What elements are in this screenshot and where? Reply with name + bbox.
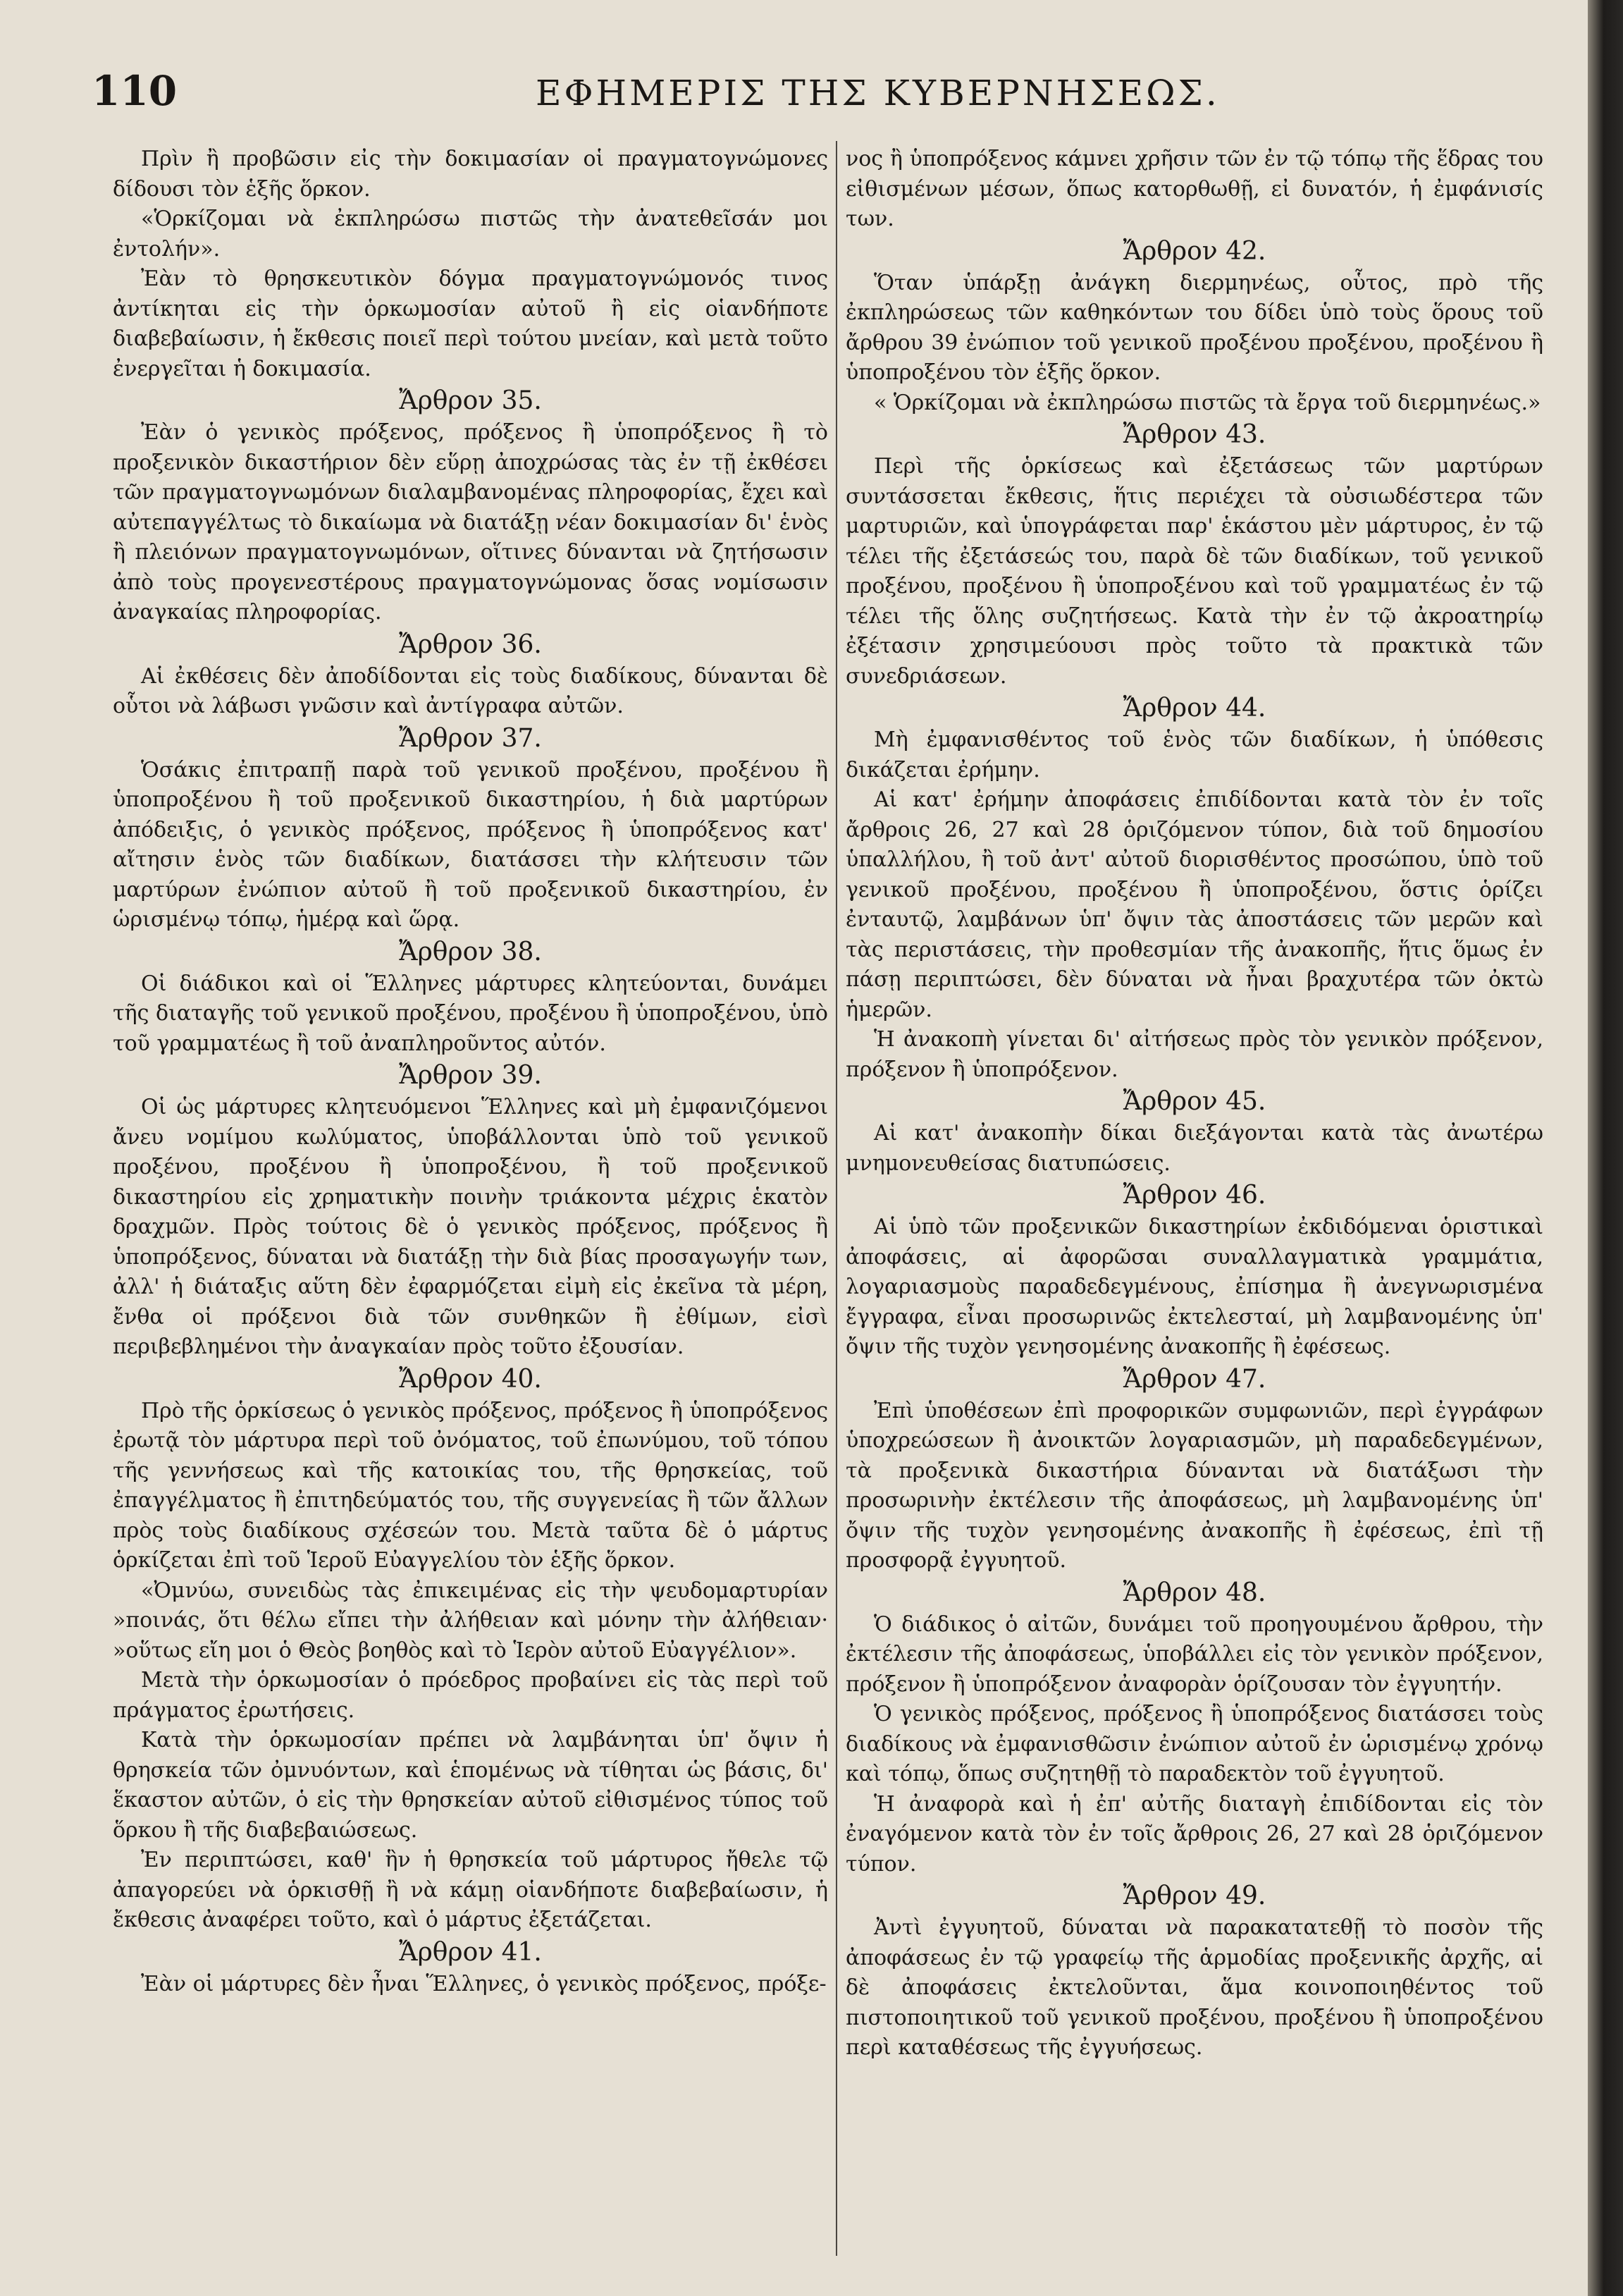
article-heading: Ἄρθρον 47. xyxy=(1123,1364,1266,1394)
article-heading: Ἄρθρον 36. xyxy=(399,630,542,659)
paragraph: Πρὸ τῆς ὁρκίσεως ὁ γενικὸς πρόξενος, πρόξενος ἢ ὑποπρόξενος ἐρωτᾷ τὸν μάρτυρα περὶ τοῦ ὀνόματος, τοῦ ἐπωνύμου, τοῦ τόπου τῆς γεννήσεως καὶ τῆς κατοικίας του, τῆς θρησκείας, τοῦ ἐπαγγέλματος ἢ ἐπιτηδεύματός του, τῆς συγγενείας ἢ τῶν ἄλλων πρὸς τοὺς διαδίκους σχέσεών του. Μετὰ ταῦτα δὲ ὁ μάρτυς ὁρκίζεται ἐπὶ τοῦ Ἱεροῦ Εὐαγγελίου τὸν ἑξῆς ὅρκον. xyxy=(113,1398,828,1573)
paragraph: Ἐὰν οἱ μάρτυρες δὲν ἦναι Ἕλληνες, ὁ γενικὸς πρόξενος, πρόξε- xyxy=(141,1971,827,1996)
article-heading: Ἄρθρον 48. xyxy=(1123,1578,1266,1607)
article-heading: Ἄρθρον 45. xyxy=(1123,1087,1266,1116)
paragraph-continuation: νος ἢ ὑποπρόξενος κάμνει χρῆσιν τῶν ἐν τῷ τόπῳ τῆς ἕδρας του εἰθισμένων μέσων, ὅπως κατορθωθῇ, εἰ δυνατόν, ἡ ἐμφάνισίς των. xyxy=(846,147,1543,231)
article-heading: Ἄρθρον 43. xyxy=(1123,420,1266,449)
article-heading: Ἄρθρον 37. xyxy=(399,723,542,753)
paragraph: Ἐπὶ ὑποθέσεων ἐπὶ προφορικῶν συμφωνιῶν, περὶ ἐγγράφων ὑποχρεώσεων ἢ ἀνοικτῶν λογαριασμῶν, μὴ παραδεδεγμένων, τὰ προξενικὰ δικαστήρια δύνανται νὰ διατάξωσι τὴν προσωρινὴν ἐκτέλεσιν τῆς ἀποφάσεως, μὴ λαμβανομένης ὑπ' ὄψιν τῆς τυχὸν γενησομένης ἀνακοπῆς ἢ ἐφέσεως, ἐπὶ τῇ προσφορᾷ ἐγγυητοῦ. xyxy=(846,1398,1543,1573)
paragraph: « Ὁρκίζομαι νὰ ἐκπληρώσω πιστῶς τὰ ἔργα τοῦ διερμηνέως.» xyxy=(874,390,1541,415)
paragraph: «Ὀμνύω, συνειδὼς τὰς ἐπικειμένας εἰς τὴν ψευδομαρτυρίαν »ποινάς, ὅτι θέλω εἴπει τὴν ἀλήθειαν καὶ μόνην τὴν ἀλήθειαν· »οὕτως εἴη μοι ὁ Θεὸς βοηθὸς καὶ τὸ Ἱερὸν αὐτοῦ Εὐαγγέλιον». xyxy=(113,1578,828,1663)
paragraph: Οἱ διάδικοι καὶ οἱ Ἕλληνες μάρτυρες κλητεύονται, δυνάμει τῆς διαταγῆς τοῦ γενικοῦ προξένου, προξένου ἢ ὑποπροξένου, ὑπὸ τοῦ γραμματέως ἢ τοῦ ἀναπληροῦντος αὐτόν. xyxy=(113,971,828,1056)
article-heading: Ἄρθρον 46. xyxy=(1123,1181,1266,1210)
paragraph: Ἐν περιπτώσει, καθ' ἣν ἡ θρησκεία τοῦ μάρτυρος ἤθελε τῷ ἀπαγορεύει νὰ ὁρκισθῇ ἢ νὰ κάμῃ οἱανδήποτε διαβεβαίωσιν, ἡ ἔκθεσις ἀναφέρει τοῦτο, καὶ ὁ μάρτυς ἐξετάζεται. xyxy=(113,1848,828,1932)
running-title: ΕΦΗΜΕΡΙΣ ΤΗΣ ΚΥΒΕΡΝΗΣΕΩΣ. xyxy=(536,73,1220,113)
paragraph: Αἱ ὑπὸ τῶν προξενικῶν δικαστηρίων ἐκδιδόμεναι ὁριστικαὶ ἀποφάσεις, αἱ ἀφορῶσαι συναλλαγματικὰ γραμμάτια, λογαριασμοὺς παραδεδεγμένους, ἐπίσημα ἢ ἀνεγνωρισμένα ἔγγραφα, εἶναι προσωρινῶς ἐκτελεσταί, μὴ λαμβανομένης ὑπ' ὄψιν τῆς τυχὸν γενησομένης ἀνακοπῆς ἢ ἐφέσεως. xyxy=(846,1215,1543,1359)
paragraph: Αἱ κατ' ἐρήμην ἀποφάσεις ἐπιδίδονται κατὰ τὸν ἐν τοῖς ἄρθροις 26, 27 καὶ 28 ὁριζόμενον τύπον, διὰ τοῦ δημοσίου ὑπαλλήλου, ἢ τοῦ ἀντ' αὐτοῦ διορισθέντος προσώπου, ὑπὸ τοῦ γενικοῦ προξένου, προξένου ἢ ὑποπροξένου, ὅστις ὁρίζει ἐνταυτῷ, λαμβάνων ὑπ' ὄψιν τὰς ἀποστάσεις τῶν μερῶν καὶ τὰς περιστάσεις, τὴν προθεσμίαν τῆς ἀνακοπῆς, ἥτις ὅμως ἐν πάσῃ περιπτώσει, δὲν δύναται νὰ ἦναι βραχυτέρα τῶν ὀκτὼ ἡμερῶν. xyxy=(846,787,1543,1022)
article-heading: Ἄρθρον 38. xyxy=(399,937,542,966)
paragraph: «Ὁρκίζομαι νὰ ἐκπληρώσω πιστῶς τὴν ἀνατεθεῖσάν μοι ἐντολήν». xyxy=(113,207,828,262)
column-divider xyxy=(836,141,837,2256)
article-heading: Ἄρθρον 42. xyxy=(1123,236,1266,266)
paragraph: Μετὰ τὴν ὁρκωμοσίαν ὁ πρόεδρος προβαίνει εἰς τὰς περὶ τοῦ πράγματος ἐρωτήσεις. xyxy=(113,1668,828,1723)
left-column xyxy=(113,145,828,1999)
paragraph: Ἀντὶ ἐγγυητοῦ, δύναται νὰ παρακατατεθῇ τὸ ποσὸν τῆς ἀποφάσεως ἐν τῷ γραφείῳ τῆς ἁρμοδίας προξενικῆς ἀρχῆς, αἱ δὲ ἀποφάσεις ἐκτελοῦνται, ἅμα κοινοποιηθέντος τοῦ πιστοποιητικοῦ τοῦ γενικοῦ προξένου, προξένου ἢ ὑποπροξένου περὶ καταθέσεως τῆς ἐγγυήσεως. xyxy=(846,1915,1543,2060)
paragraph: Μὴ ἐμφανισθέντος τοῦ ἑνὸς τῶν διαδίκων, ἡ ὑπόθεσις δικάζεται ἐρήμην. xyxy=(846,728,1543,782)
paragraph: Περὶ τῆς ὁρκίσεως καὶ ἐξετάσεως τῶν μαρτύρων συντάσσεται ἔκθεσις, ἥτις περιέχει τὰ οὐσιωδέστερα τῶν μαρτυριῶν, καὶ ὑπογράφεται παρ' ἑκάστου μὲν μάρτυρος, ἐν τῷ τέλει τῆς ἐξετάσεώς του, παρὰ δὲ τῶν διαδίκων, τοῦ γενικοῦ προξένου, προξένου ἢ ὑποπροξένου καὶ τοῦ γραμματέως ἐν τῷ τέλει τῆς ὅλης συζητήσεως. Κατὰ τὴν ἐν τῷ ἀκροατηρίῳ ἐξέτασιν χρησιμεύουσι πρὸς τοῦτο τὰ πρακτικὰ τῶν συνεδριάσεων. xyxy=(846,454,1543,689)
paragraph: Ἡ ἀναφορὰ καὶ ἡ ἐπ' αὐτῆς διαταγὴ ἐπιδίδονται εἰς τὸν ἐναγόμενον κατὰ τὸν ἐν τοῖς ἄρθροις 26, 27 καὶ 28 ὁριζόμενον τύπον. xyxy=(846,1791,1543,1877)
paragraph: Ὁ διάδικος ὁ αἰτῶν, δυνάμει τοῦ προηγουμένου ἄρθρου, τὴν ἐκτέλεσιν τῆς ἀποφάσεως, ὑποβάλλει εἰς τὸν γενικὸν πρόξενον, πρόξενον ἢ ὑποπρόξενον ἀναφορὰν ὁρίζουσαν τὸν ἐγγυητήν. xyxy=(846,1612,1543,1697)
paragraph: Πρὶν ἢ προβῶσιν εἰς τὴν δοκιμασίαν οἱ πραγματογνώμονες δίδουσι τὸν ἑξῆς ὅρκον. xyxy=(113,147,828,202)
right-column xyxy=(846,145,1543,2063)
article-heading: Ἄρθρον 41. xyxy=(399,1937,542,1967)
page-number: 110 xyxy=(92,67,178,115)
paragraph: Αἱ ἐκθέσεις δὲν ἀποδίδονται εἰς τοὺς διαδίκους, δύνανται δὲ οὗτοι νὰ λάβωσι γνῶσιν καὶ ἀντίγραφα αὐτῶν. xyxy=(113,663,828,718)
paragraph: Οἱ ὡς μάρτυρες κλητευόμενοι Ἕλληνες καὶ μὴ ἐμφανιζόμενοι ἄνευ νομίμου κωλύματος, ὑποβάλλονται ὑπὸ τοῦ γενικοῦ προξένου, προξένου ἢ ὑποπροξένου, ἢ τοῦ προξενικοῦ δικαστηρίου εἰς χρηματικὴν ποινὴν τριάκοντα μέχρις ἑκατὸν δραχμῶν. Πρὸς τούτοις δὲ ὁ γενικὸς πρόξενος, πρόξενος ἢ ὑποπρόξενος, δύναται νὰ διατάξῃ τὴν διὰ βίας προσαγωγήν των, ἀλλ' ἡ διάταξις αὕτη δὲν ἐφαρμόζεται εἰμὴ εἰς ἐκεῖνα τὰ μέρη, ἔνθα οἱ πρόξενοι διὰ τῶν συνθηκῶν ἢ ἐθίμων, εἰσὶ περιβεβλημένοι τὴν ἀναγκαίαν πρὸς τοῦτο ἐξουσίαν. xyxy=(113,1095,828,1359)
paragraph: Ἐὰν ὁ γενικὸς πρόξενος, πρόξενος ἢ ὑποπρόξενος ἢ τὸ προξενικὸν δικαστήριον δὲν εὕρῃ ἀποχρώσας τὰς ἐν τῇ ἐκθέσει τῶν πραγματογνωμόνων διαλαμβανομένας πληροφορίας, ἔχει καὶ αὐτεπαγγέλτως τὸ δικαίωμα νὰ διατάξῃ νέαν δοκιμασίαν δι' ἑνὸς ἢ πλειόνων πραγματογνωμόνων, οἵτινες δύνανται νὰ ζητήσωσιν ἀπὸ τοὺς προγενεστέρους πραγματογνώμονας ὅσας νομίσωσιν ἀναγκαίας πληροφορίας. xyxy=(113,420,828,625)
article-heading: Ἄρθρον 39. xyxy=(399,1061,542,1090)
paragraph: Ἐὰν τὸ θρησκευτικὸν δόγμα πραγματογνώμονός τινος ἀντίκηται εἰς τὴν ὁρκωμοσίαν αὐτοῦ ἢ εἰς οἱανδήποτε διαβεβαίωσιν, ἡ ἔκθεσις ποιεῖ περὶ τούτου μνείαν, καὶ μετὰ τοῦτο ἐνεργεῖται ἡ δοκιμασία. xyxy=(113,266,828,381)
book-spine-shadow xyxy=(1588,0,1623,2296)
paragraph: Ὁσάκις ἐπιτραπῇ παρὰ τοῦ γενικοῦ προξένου, προξένου ἢ ὑποπροξένου ἢ τοῦ προξενικοῦ δικαστηρίου, ἡ διὰ μαρτύρων ἀπόδειξις, ὁ γενικὸς πρόξενος, πρόξενος ἢ ὑποπρόξενος κατ' αἴτησιν ἑνὸς τῶν διαδίκων, διατάσσει τὴν κλήτευσιν τῶν μαρτύρων ἐνώπιον αὐτοῦ ἢ τοῦ προξενικοῦ δικαστηρίου, ἐν ὡρισμένῳ τόπῳ, ἡμέρᾳ καὶ ὥρᾳ. xyxy=(113,757,828,932)
paragraph: Κατὰ τὴν ὁρκωμοσίαν πρέπει νὰ λαμβάνηται ὑπ' ὄψιν ἡ θρησκεία τῶν ὀμνυόντων, καὶ ἑπομένως νὰ τίθηται ὡς βάσις, δι' ἕκαστον αὐτῶν, ὁ εἰς τὴν θρησκείαν αὐτοῦ εἰθισμένος τύπος τοῦ ὅρκου ἢ τῆς διαβεβαιώσεως. xyxy=(113,1728,828,1843)
article-heading: Ἄρθρον 35. xyxy=(399,386,542,415)
page-header xyxy=(92,67,1543,130)
paragraph: Ὁ γενικὸς πρόξενος, πρόξενος ἢ ὑποπρόξενος διατάσσει τοὺς διαδίκους νὰ ἐμφανισθῶσιν ἐνώπιον αὐτοῦ ἐν ὡρισμένῳ χρόνῳ καὶ τόπῳ, ὅπως συζητηθῇ τὸ παραδεκτὸν τοῦ ἐγγυητοῦ. xyxy=(846,1702,1543,1786)
paragraph: Αἱ κατ' ἀνακοπὴν δίκαι διεξάγονται κατὰ τὰς ἀνωτέρω μνημονευθείσας διατυπώσεις. xyxy=(846,1121,1543,1176)
article-heading: Ἄρθρον 40. xyxy=(399,1364,542,1394)
paragraph: Ὅταν ὑπάρξῃ ἀνάγκη διερμηνέως, οὗτος, πρὸ τῆς ἐκπληρώσεως τῶν καθηκόντων του δίδει ὑπὸ τοὺς ὅρους τοῦ ἄρθρου 39 ἐνώπιον τοῦ γενικοῦ προξένου προξένου, προξένου ἢ ὑποπροξένου τὸν ἑξῆς ὅρκον. xyxy=(846,270,1543,385)
article-heading: Ἄρθρον 49. xyxy=(1123,1881,1266,1910)
paragraph: Ἡ ἀνακοπὴ γίνεται δι' αἰτήσεως πρὸς τὸν γενικὸν πρόξενον, πρόξενον ἢ ὑποπρόξενον. xyxy=(846,1027,1543,1082)
article-heading: Ἄρθρον 44. xyxy=(1123,694,1266,723)
